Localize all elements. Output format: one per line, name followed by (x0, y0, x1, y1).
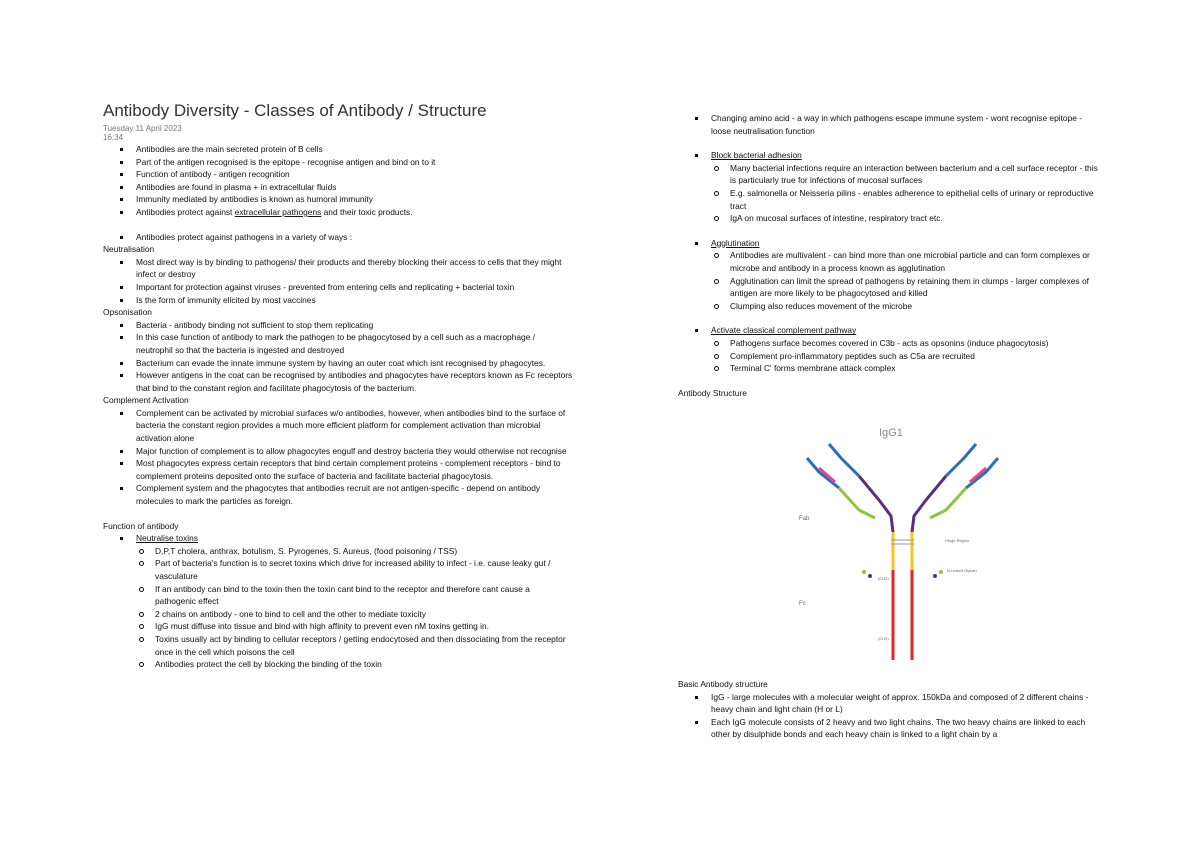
glycan-dot (862, 570, 866, 574)
list-item: However antigens in the coat can be recognised by antibodies and phagocytes have receptors known as Fc receptors that bind to the constant region and facilitate phagocytosis of the bacterium. (103, 369, 573, 394)
list-item: Part of bacteria's function is to secret toxins which drive for increased ability to infect - i.e. cause leaky gut / vasculature (103, 557, 573, 582)
ch3-label: (CH3) (878, 636, 889, 641)
block-list (678, 149, 1103, 225)
time-text: 16:34 (103, 133, 124, 142)
heavy-chain-left-variable (829, 444, 859, 476)
page-title: Antibody Diversity - Classes of Antibody / Structure (103, 101, 487, 120)
list-item: IgA on mucosal surfaces of intestine, respiratory tract etc. (678, 212, 1103, 225)
opsonisation-heading: Opsonisation (103, 307, 152, 318)
complement-heading: Complement Activation (103, 395, 189, 406)
glycan-dot (933, 574, 937, 578)
page-date (103, 124, 182, 142)
list-item: Complement system and the phagocytes that antibodies recruit are not antigen-specific - depend on antibody molecules to mark the particles as foreign. (103, 482, 573, 507)
list-item: Most direct way is by binding to pathogens/ their products and thereby blocking their access to cells that they might infect or destroy (103, 256, 573, 281)
list-item: Many bacterial infections require an interaction between bacterium and a cell surface receptor - this is particularly true for infections of mucosal surfaces (678, 162, 1103, 187)
list-item: Clumping also reduces movement of the microbe (678, 300, 1103, 313)
list-item: Is the form of immunity elicited by most vaccines (103, 294, 573, 307)
agglutination-sublist (678, 249, 1103, 312)
basic-heading: Basic Antibody structure (678, 679, 768, 689)
intro-list (103, 143, 573, 219)
opsonisation-list (103, 319, 573, 395)
glycan-label: N-Linked Glycan (947, 568, 977, 573)
classical-heading: Activate classical complement pathway (711, 325, 857, 336)
list-item: D,P,T cholera, anthrax, botulism, S. Pyrogenes, S. Aureus, (food poisoning / TSS) (103, 545, 573, 558)
list-item: Part of the antigen recognised is the epitope - recognise antigen and bind on to it (103, 156, 573, 169)
toxin-sublist (103, 545, 573, 671)
list-item: Pathogens surface becomes covered in C3b - acts as opsonins (induce phagocytosis) (678, 337, 1103, 350)
date-text: Tuesday 11 April 2023 (103, 124, 182, 133)
list-item: 2 chains on antibody - one to bind to cell and the other to mediate toxicity (103, 608, 573, 621)
list-item: IgG must diffuse into tissue and bind with high affinity to prevent even nM toxins getting in. (103, 620, 573, 633)
list-item: Immunity mediated by antibodies is known as humoral immunity (103, 193, 573, 206)
igg1-diagram (795, 420, 1010, 660)
ch2-label: (CH2) (878, 576, 889, 581)
list-item: Antibodies are multivalent - can bind more than one microbial particle and can form complexes or microbe and antibody in a process known as agglutination (678, 249, 1103, 274)
list-item: In this case function of antibody to mark the pathogen to be phagocytosed by a cell such as a macrophage / neutrophil so that the bacteria is ingested and destroyed (103, 331, 573, 356)
diagram-title: IgG1 (879, 427, 903, 439)
variety-list (103, 231, 573, 244)
list-item: Antibodies are the main secreted protein of B cells (103, 143, 573, 156)
list-item (678, 237, 1103, 313)
heavy-chain-right-variable (946, 444, 976, 476)
list-item (678, 149, 1103, 225)
agglutination-heading: Agglutination (711, 237, 760, 248)
list-item: E.g. salmonella or Neisseria pilins - enables adherence to epithelial cells of urinary or reproductive tract (678, 187, 1103, 212)
list-item: Agglutination can limit the spread of pathogens by retaining them in clumps - larger complexes of antigen are more likely to be phagocytosed and killed (678, 275, 1103, 300)
list-item: Function of antibody - antigen recognition (103, 168, 573, 181)
fab-label: Fab (799, 516, 810, 522)
classical-sublist (678, 337, 1103, 375)
changing-list (678, 112, 1103, 137)
protect-text: Antibodies protect against (136, 206, 235, 217)
complement-list (103, 407, 573, 508)
function-heading: Function of antibody (103, 520, 179, 531)
list-item: Major function of complement is to allow phagocytes engulf and destroy bacteria they would otherwise not recognise (103, 445, 573, 458)
list-item: Bacterium can evade the innate immune system by having an outer coat which isnt recognised by phagocytes. (103, 357, 573, 370)
neutralise-toxins-link: Neutralise toxins (136, 533, 198, 544)
list-item: IgG - large molecules with a molecular weight of approx. 150kDa and composed of 2 different chains - heavy chain and light chain (H or L) (678, 691, 1103, 716)
fc-label: Fc (799, 601, 806, 607)
list-item: Changing amino acid - a way in which pathogens escape immune system - wont recognise epitope - loose neutralisation function (678, 112, 1103, 137)
list-item: Bacteria - antibody binding not sufficient to stop them replicating (103, 319, 573, 332)
list-item: Toxins usually act by binding to cellular receptors / getting endocytosed and then dissociating from the receptor once in the cell which poisons the cell (103, 633, 573, 658)
list-item: Terminal C' forms membrane attack complex (678, 362, 1103, 375)
glycan-dot (868, 574, 872, 578)
list-item (103, 206, 573, 219)
light-chain-right-constant (930, 488, 966, 518)
basic-list (678, 691, 1103, 741)
list-item: If an antibody can bind to the toxin then the toxin cant bind to the receptor and therefore cant cause a pathogenic effect (103, 583, 573, 608)
list-item: Antibodies protect the cell by blocking the binding of the toxin (103, 658, 573, 671)
protect-underlined: extracellular pathogens (234, 206, 322, 217)
agglutination-list (678, 237, 1103, 313)
hinge-label: Hinge Region (945, 538, 970, 543)
list-item: Each IgG molecule consists of 2 heavy and two light chains. The two heavy chains are linked to each other by disulphide bonds and each heavy chain is linked to a light chain by a (678, 716, 1103, 741)
protect-text-end: and their toxic products. (321, 206, 413, 217)
list-item (103, 532, 573, 671)
structure-heading: Antibody Structure (678, 387, 747, 398)
list-item: Complement pro-inflammatory peptides such as C5a are recruited (678, 350, 1103, 363)
list-item: Important for protection against viruses - prevented from entering cells and replicating + bacterial toxin (103, 281, 573, 294)
list-item: Antibodies protect against pathogens in a variety of ways : (103, 231, 573, 244)
right-notes (678, 112, 1103, 399)
list-item: Complement can be activated by microbial surfaces w/o antibodies, however, when antibodies bind to the surface of bacteria the constant region provides a much more efficient platform for complement activation than microbial activation alone (103, 407, 573, 445)
block-sublist (678, 162, 1103, 225)
glycan-dot (939, 570, 943, 574)
function-list (103, 532, 573, 671)
heavy-chain-left-ch1 (859, 476, 893, 532)
neutralisation-heading: Neutralisation (103, 244, 155, 255)
left-notes (103, 143, 573, 671)
list-item: Most phagocytes express certain receptors that bind certain complement proteins - complement receptors - bind to complement proteins deposited onto the surface of bacteria and facilitate bacterial phagocytosis. (103, 457, 573, 482)
basic-structure (678, 678, 1103, 741)
heavy-chain-right-ch1 (912, 476, 946, 532)
list-item: Antibodies are found in plasma + in extracellular fluids (103, 181, 573, 194)
block-heading: Block bacterial adhesion (711, 150, 802, 161)
neutralisation-list (103, 256, 573, 306)
light-chain-left-constant (839, 488, 875, 518)
classical-list (678, 324, 1103, 374)
list-item (678, 324, 1103, 374)
